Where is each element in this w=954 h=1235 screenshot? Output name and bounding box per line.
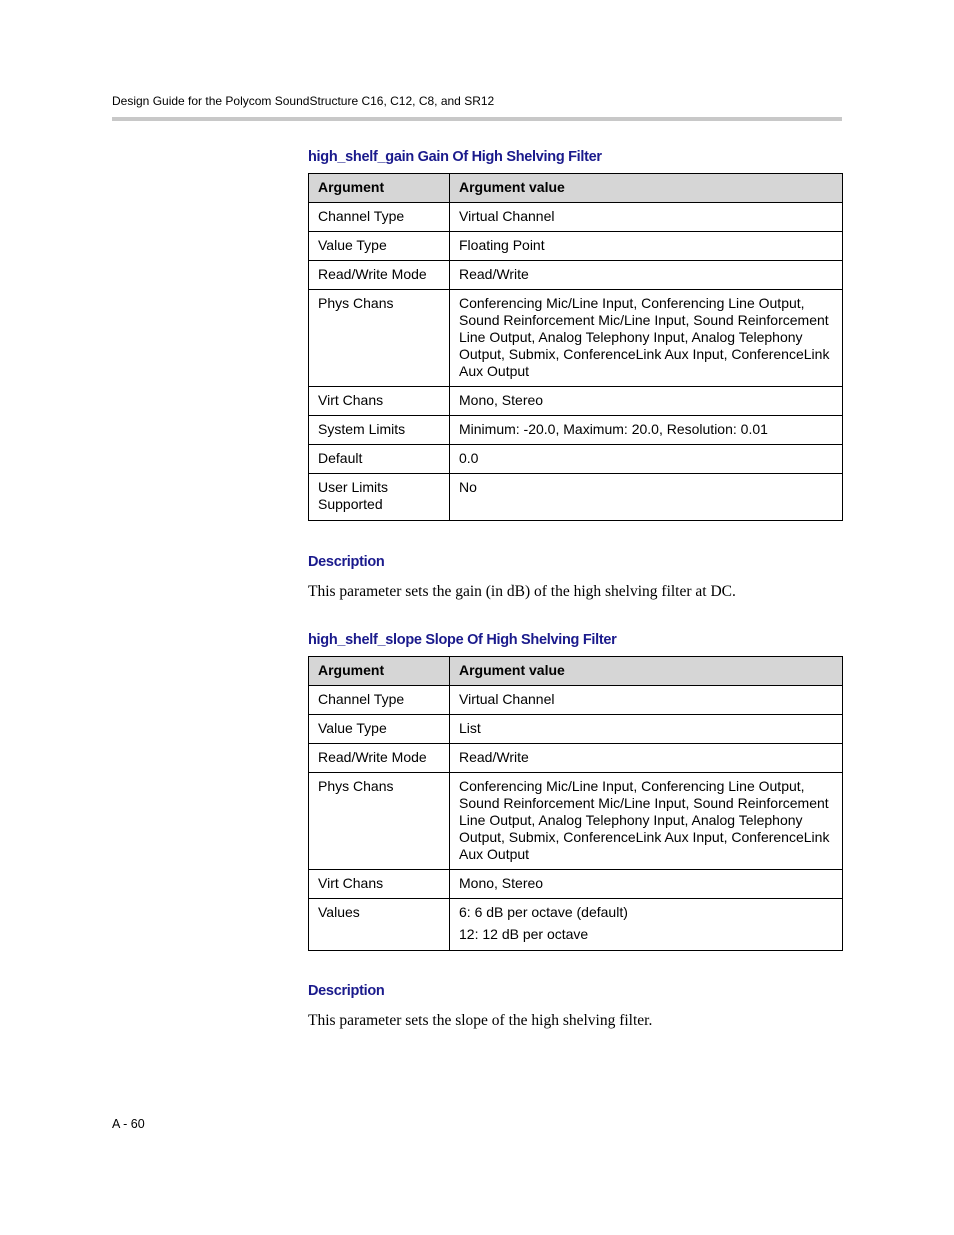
argument-cell: Values: [309, 899, 450, 951]
argument-value-cell: Virtual Channel: [450, 203, 843, 232]
argument-value-cell: Virtual Channel: [450, 686, 843, 715]
value-line: 12: 12 dB per octave: [459, 926, 589, 942]
high-shelf-gain-table: [308, 173, 843, 521]
description-heading: Description: [308, 983, 385, 999]
argument-value-cell: Mono, Stereo: [450, 387, 843, 416]
argument-value-cell: Conferencing Mic/Line Input, Conferencing Line Output, Sound Reinforcement Mic/Line Input, Sound Reinforcement Line Output, Analog Telephony Input, Analog Telephony Output, Submix, ConferenceLink Aux Input, ConferenceLink Aux Output: [450, 773, 843, 870]
table-row: [309, 715, 843, 744]
high-shelf-slope-table: [308, 656, 843, 951]
table-header-row: [309, 657, 843, 686]
table-row: [309, 870, 843, 899]
argument-cell: User Limits Supported: [309, 474, 450, 521]
table-row: [309, 261, 843, 290]
argument-cell: Default: [309, 445, 450, 474]
table-row: [309, 290, 843, 387]
argument-value-cell: Mono, Stereo: [450, 870, 843, 899]
description-heading: Description: [308, 554, 385, 570]
argument-cell: Value Type: [309, 715, 450, 744]
argument-value-cell: Read/Write: [450, 744, 843, 773]
column-header-argument-value: Argument value: [450, 657, 843, 686]
description-text: This parameter sets the slope of the high shelving filter.: [308, 1012, 653, 1029]
argument-cell: Phys Chans: [309, 290, 450, 387]
description-text: This parameter sets the gain (in dB) of the high shelving filter at DC.: [308, 583, 736, 600]
argument-cell: Value Type: [309, 232, 450, 261]
column-header-argument-value: Argument value: [450, 174, 843, 203]
column-header-argument: Argument: [309, 174, 450, 203]
argument-cell: Read/Write Mode: [309, 261, 450, 290]
table-row: [309, 203, 843, 232]
argument-cell: Phys Chans: [309, 773, 450, 870]
table-row: [309, 773, 843, 870]
argument-cell: Virt Chans: [309, 387, 450, 416]
table-row: [309, 474, 843, 521]
argument-value-cell: Minimum: -20.0, Maximum: 20.0, Resolution: 0.01: [450, 416, 843, 445]
argument-cell: System Limits: [309, 416, 450, 445]
section-heading-high-shelf-gain: high_shelf_gain Gain Of High Shelving Filter: [308, 149, 602, 165]
value-line: 6: 6 dB per octave (default): [459, 904, 628, 920]
argument-value-cell: Conferencing Mic/Line Input, Conferencing Line Output, Sound Reinforcement Mic/Line Input, Sound Reinforcement Line Output, Analog Telephony Input, Analog Telephony Output, Submix, ConferenceLink Aux Input, ConferenceLink Aux Output: [450, 290, 843, 387]
argument-value-cell: [450, 899, 843, 951]
table-row: [309, 744, 843, 773]
running-header: Design Guide for the Polycom SoundStructure C16, C12, C8, and SR12: [112, 94, 495, 108]
page-number: A - 60: [112, 1117, 145, 1131]
argument-value-cell: No: [450, 474, 843, 521]
table-row: [309, 232, 843, 261]
table-row: [309, 445, 843, 474]
column-header-argument: Argument: [309, 657, 450, 686]
argument-value-cell: Read/Write: [450, 261, 843, 290]
argument-value-cell: 0.0: [450, 445, 843, 474]
table-row: [309, 899, 843, 951]
argument-cell: Read/Write Mode: [309, 744, 450, 773]
header-rule: [112, 117, 842, 121]
table-row: [309, 686, 843, 715]
argument-value-cell: Floating Point: [450, 232, 843, 261]
argument-cell: Virt Chans: [309, 870, 450, 899]
section-heading-high-shelf-slope: high_shelf_slope Slope Of High Shelving Filter: [308, 632, 617, 648]
argument-value-cell: List: [450, 715, 843, 744]
table-row: [309, 416, 843, 445]
argument-cell: Channel Type: [309, 686, 450, 715]
table-header-row: [309, 174, 843, 203]
table-row: [309, 387, 843, 416]
argument-cell: Channel Type: [309, 203, 450, 232]
